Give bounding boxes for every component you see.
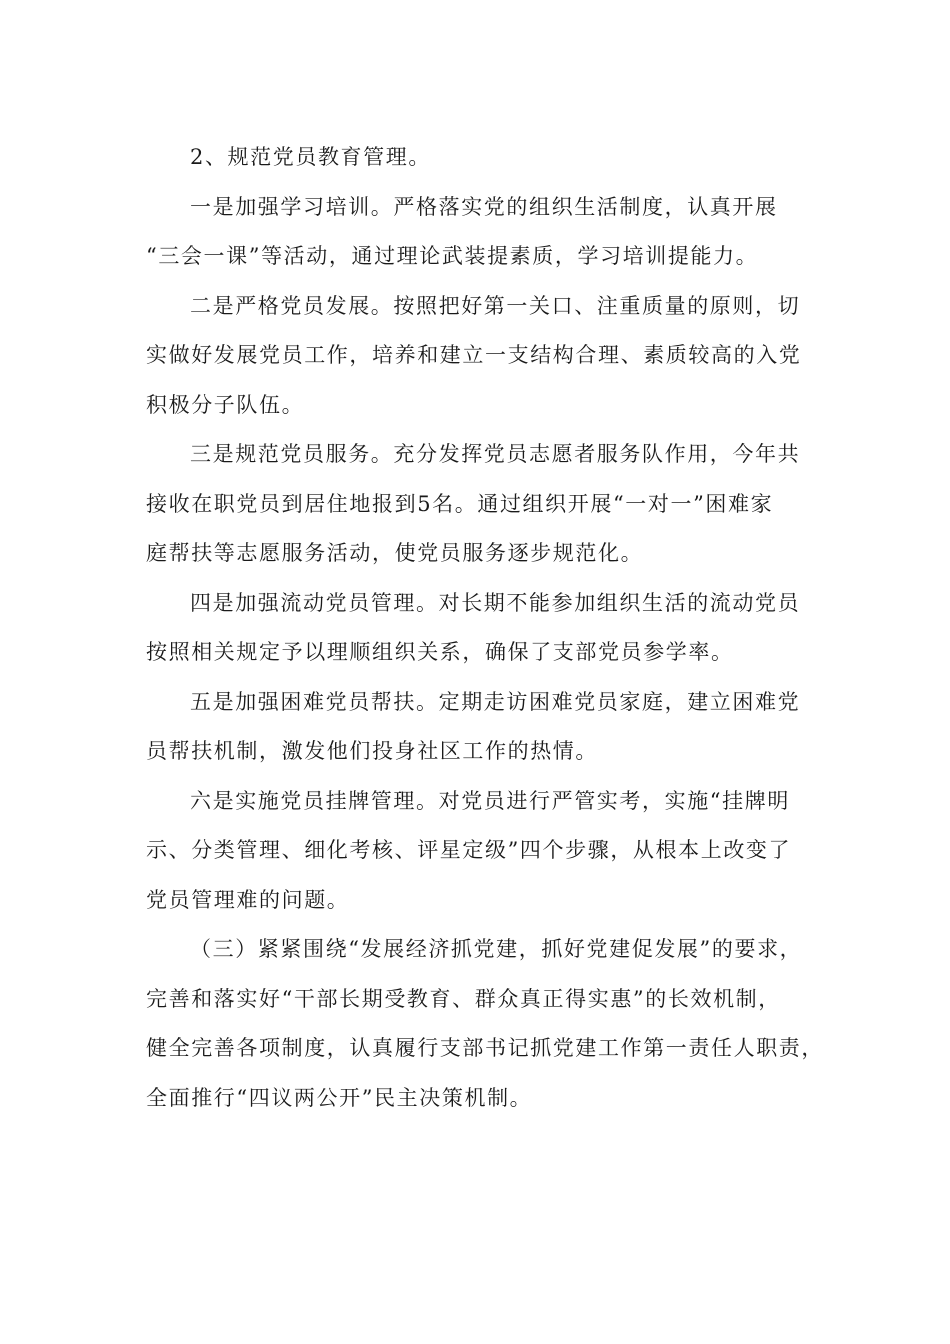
paragraph-line: 完善和落实好“干部长期受教育、群众真正得实惠”的长效机制，	[146, 986, 781, 1011]
paragraph-line: 全面推行“四议两公开”民主决策机制。	[146, 1085, 533, 1110]
paragraph-line: 示、分类管理、细化考核、评星定级”四个步骤，从根本上改变了	[146, 838, 792, 862]
paragraph-line: 四是加强流动党员管理。对长期不能参加组织生活的流动党员	[190, 590, 801, 615]
paragraph-line: 实做好发展党员工作，培养和建立一支结构合理、素质较高的入党	[146, 343, 802, 367]
paragraph-line: 五是加强困难党员帮扶。定期走访困难党员家庭，建立困难党	[190, 689, 801, 714]
paragraph-line: 接收在职党员到居住地报到5名。通过组织开展“一对一”困难家	[146, 491, 774, 516]
paragraph-line: 按照相关规定予以理顺组织关系，确保了支部党员参学率。	[146, 640, 734, 664]
paragraph-line: 员帮扶机制，激发他们投身社区工作的热情。	[146, 739, 598, 763]
paragraph-line: 庭帮扶等志愿服务活动，使党员服务逐步规范化。	[146, 541, 644, 565]
section-heading: 2、规范党员教育管理。	[190, 145, 431, 169]
paragraph-line: 三是规范党员服务。充分发挥党员志愿者服务队作用，今年共	[190, 442, 801, 466]
document-body	[146, 133, 824, 1123]
paragraph-line: 党员管理难的问题。	[146, 887, 350, 912]
paragraph-line: 六是实施党员挂牌管理。对党员进行严管实考，实施“挂牌明	[190, 788, 790, 813]
paragraph-line: 积极分子队伍。	[146, 392, 305, 417]
paragraph-line: 一是加强学习培训。严格落实党的组织生活制度，认真开展	[190, 194, 778, 219]
paragraph-line: “三会一课”等活动，通过理论武装提素质，学习培训提能力。	[146, 244, 759, 268]
paragraph-line: 健全完善各项制度，认真履行支部书记抓党建工作第一责任人职责，	[146, 1036, 824, 1060]
paragraph-line: （三）紧紧围绕“发展经济抓党建，抓好党建促发展”的要求，	[190, 937, 803, 961]
paragraph-line: 二是严格党员发展。按照把好第一关口、注重质量的原则，切	[190, 293, 801, 318]
